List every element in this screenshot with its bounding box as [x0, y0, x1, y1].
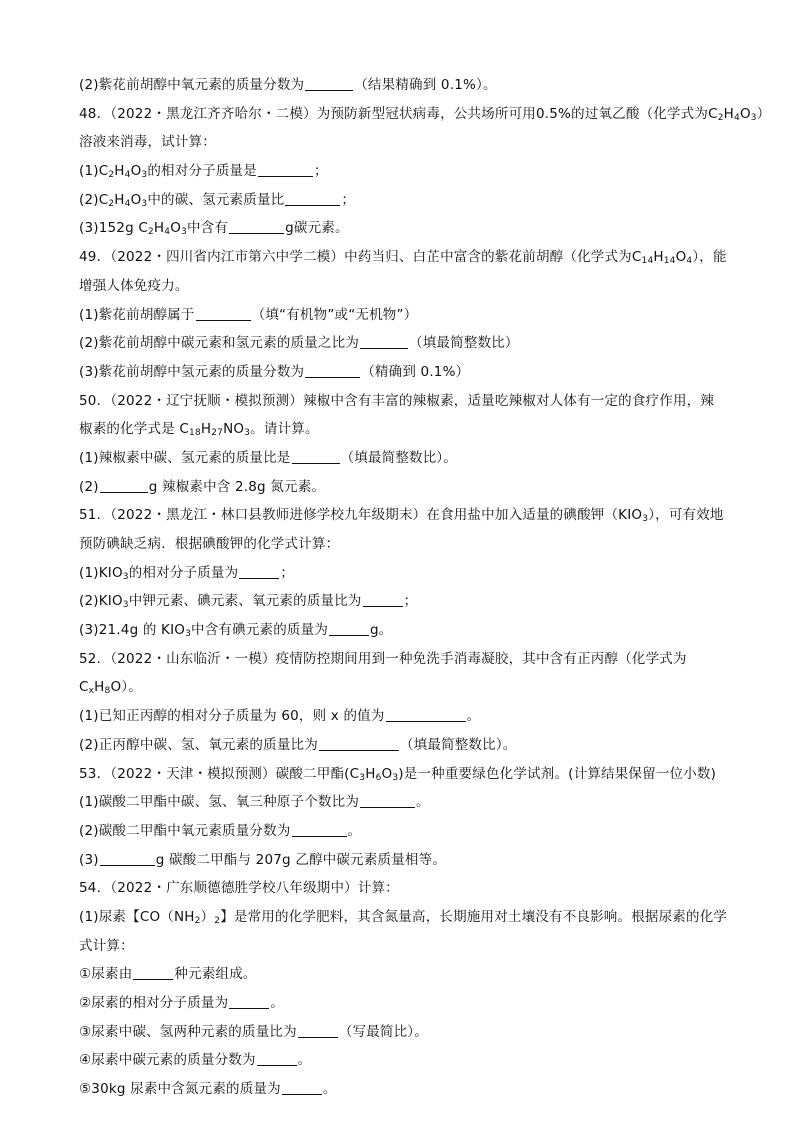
answer-blank[interactable] [386, 706, 466, 722]
q49-stem-cont: 增强人体免疫力。 [79, 277, 189, 294]
q48-stem-cont: 溶液来消毒，试计算： [79, 134, 216, 151]
q53-stem: 53．（2022・天津・模拟预测）碳酸二甲酯$(C_3H_6O_3)$是一种重要绿色化学试剂。(计算结果保留一位小数) [79, 765, 717, 783]
q49-part1: (1)紫花前胡醇属于 （填“有机物”或“无机物”） [79, 306, 418, 323]
q54-sub2: ②尿素的相对分子质量为 。 [79, 995, 285, 1011]
q48-stem: 48．（2022・黑龙江齐齐哈尔・二模）为预防新型冠状病毒，公共场所可用0.5%的过氧乙酸（化学式为$C_2H_4O_3$） [79, 105, 771, 123]
answer-blank[interactable] [292, 448, 340, 464]
q48-part1: $(1)C_2H_4O_3$的相对分子质量是 ； [79, 163, 328, 181]
question-list [79, 71, 771, 1104]
q54-sub1: ①尿素由 种元素组成。 [79, 966, 257, 983]
answer-blank[interactable] [360, 792, 415, 808]
q49-part2: (2)紫花前胡醇中碳元素和氢元素的质量之比为 （填最简整数比） [79, 335, 519, 352]
q54-stem: 54．（2022・广东顺德德胜学校八年级期中）计算： [79, 880, 399, 897]
answer-blank[interactable] [258, 161, 313, 177]
q52-part2: (2)正丙醇中碳、氢、氧元素的质量比为 （填最简整数比）。 [79, 736, 517, 753]
answer-blank[interactable] [100, 850, 155, 866]
q48-part3: (3)152g $C_2H_4O_3$中含有 g碳元素。 [79, 220, 349, 238]
answer-blank[interactable] [292, 821, 347, 837]
answer-blank[interactable] [285, 190, 340, 206]
q54-sub4: ④尿素中碳元素的质量分数为 。 [79, 1052, 312, 1069]
answer-blank[interactable] [133, 964, 173, 980]
q47-part2: (2)紫花前胡醇中氧元素的质量分数为 （结果精确到 0.1%）。 [79, 77, 497, 93]
q51-stem: 51．（2022・黑龙江・林口县教师进修学校九年级期末）在食用盐中加入适量的碘酸钾$(KIO_3)$，可有效地 [79, 507, 724, 525]
q49-part3: (3)紫花前胡醇中氢元素的质量分数为 （精确到 0.1%） [79, 363, 470, 380]
answer-blank[interactable] [282, 1079, 322, 1095]
q51-part3: (3)21.4g 的 $KIO_3$中含有碘元素的质量为 g。 [79, 622, 393, 640]
q54-part1-cont: 式计算： [79, 937, 134, 954]
answer-blank[interactable] [100, 477, 148, 493]
q53-part3: (3) g 碳酸二甲酯与 207g 乙醇中碳元素质量相等。 [79, 851, 447, 868]
q52-stem-cont: $C_xH_8O$）。 [79, 679, 142, 697]
q52-stem: 52．（2022・山东临沂・一模）疫情防控期间用到一种免洗手消毒凝胶，其中含有正丙醇（化学式为 [79, 650, 687, 667]
answer-blank[interactable] [257, 1050, 297, 1066]
answer-blank[interactable] [363, 591, 403, 607]
q54-part1: (1)尿素【$CO(NH_2)_2$】是常用的化学肥料，其含氮量高，长期施用对土壤没有不良影响。根据尿素的化学 [79, 908, 728, 926]
q54-sub3: ③尿素中碳、氢两种元素的质量比为 （写最简比）。 [79, 1023, 428, 1040]
q53-part2: (2)碳酸二甲酯中氧元素质量分数为 。 [79, 822, 362, 839]
q53-part1: (1)碳酸二甲酯中碳、氢、氧三种原子个数比为 。 [79, 794, 430, 811]
q48-part2: $(2)C_2H_4O_3$中的碳、氢元素质量比 ； [79, 191, 356, 209]
q54-sub5: ⑤30kg 尿素中含氮元素的质量为 。 [79, 1081, 337, 1098]
q50-part1: (1)辣椒素中碳、氢元素的质量比是 （填最简整数比）。 [79, 449, 458, 466]
q50-stem: 50．（2022・辽宁抚顺・模拟预测）辣椒中含有丰富的辣椒素，适量吃辣椒对人体有一定的食疗作用，辣 [79, 392, 715, 409]
q50-stem-cont: 椒素的化学式是 $C_{18}H_{27}NO_3$。请计算。 [79, 421, 319, 439]
q51-part1: $(1)KIO_3$的相对分子质量为 ； [79, 564, 295, 582]
q49-stem: 49．（2022・四川省内江市第六中学二模）中药当归、白芷中富含的紫花前胡醇（化学式为$C_{14}H_{14}O_4$），能 [79, 249, 727, 267]
answer-blank[interactable] [298, 1022, 338, 1038]
answer-blank[interactable] [229, 218, 284, 234]
answer-blank[interactable] [305, 362, 360, 378]
q51-part2: $(2)KIO_3$中钾元素、碘元素、氧元素的质量比为 ； [79, 593, 418, 611]
answer-blank[interactable] [329, 620, 369, 636]
answer-blank[interactable] [305, 75, 353, 91]
answer-blank[interactable] [319, 735, 399, 751]
q51-stem-cont: 预防碘缺乏病．根据碘酸钾的化学式计算： [79, 536, 340, 552]
q50-part2: (2) g 辣椒素中含 2.8g 氮元素。 [79, 478, 326, 495]
q52-part1: (1)已知正丙醇的相对分子质量为 60，则 x 的值为 。 [79, 708, 481, 725]
answer-blank[interactable] [196, 305, 251, 321]
answer-blank[interactable] [229, 993, 269, 1009]
answer-blank[interactable] [239, 563, 279, 579]
answer-blank[interactable] [360, 333, 408, 349]
